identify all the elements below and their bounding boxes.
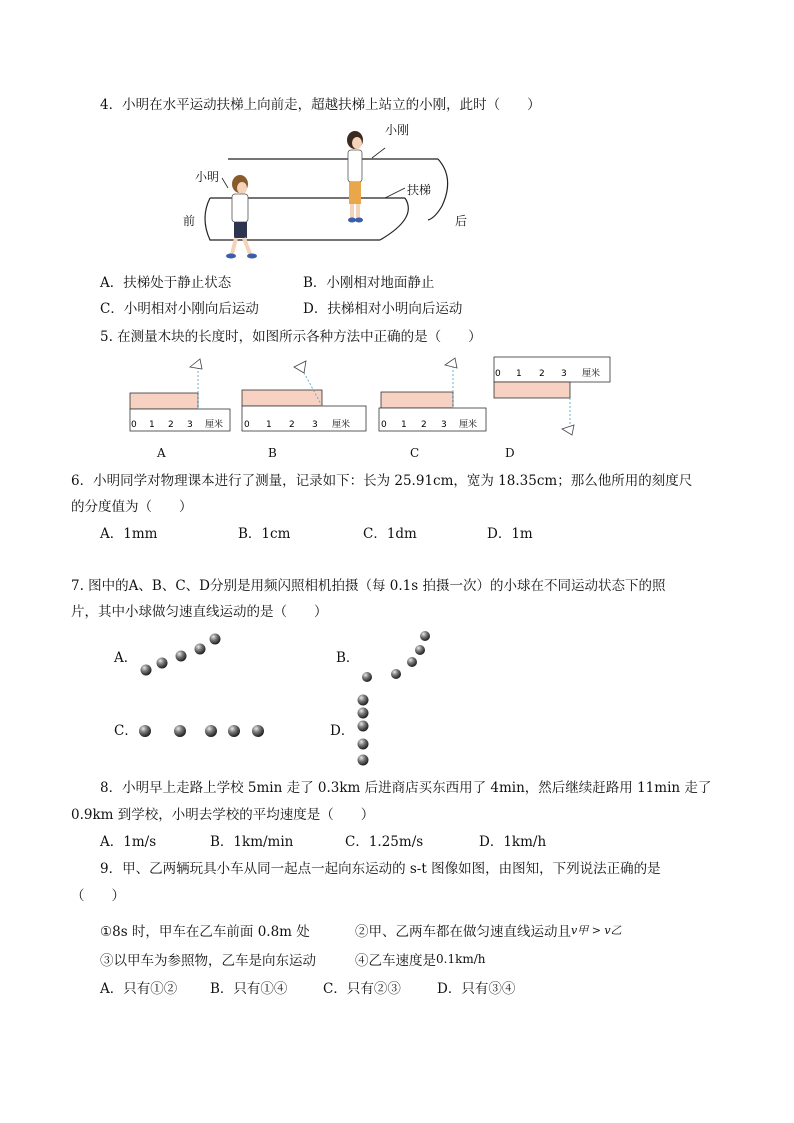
ruler-b-unit: 厘米 bbox=[332, 420, 351, 430]
q4-option-b: B．小刚相对地面静止 bbox=[303, 275, 435, 291]
ball-a5 bbox=[210, 634, 221, 645]
q7-label-a: A． bbox=[114, 650, 138, 666]
ball-a3 bbox=[176, 651, 187, 662]
label-back: 后 bbox=[455, 214, 468, 228]
ruler-b-tick-0: 0 bbox=[244, 420, 250, 430]
q9-option-d: D．只有③④ bbox=[437, 981, 516, 997]
q6-option-b: B．1cm bbox=[238, 526, 291, 542]
label-xiaogang: 小刚 bbox=[385, 123, 410, 137]
ball-b5 bbox=[420, 631, 430, 641]
q8-line2: 0.9km 到学校，小明去学校的平均速度是（ ） bbox=[71, 807, 375, 823]
ruler-d-tick-0: 0 bbox=[495, 369, 501, 379]
q6-line1: 6．小明同学对物理课本进行了测量，记录如下：长为 25.91cm，宽为 18.35cm；那么他所用的刻度尺 bbox=[71, 473, 693, 489]
ball-d4 bbox=[358, 739, 369, 750]
label-front: 前 bbox=[183, 214, 196, 228]
q9-statement-4-text: ④乙车速度是 bbox=[355, 953, 436, 969]
ball-a4 bbox=[195, 644, 206, 655]
ruler-a-tick-1: 1 bbox=[149, 420, 155, 430]
q9-statement-2-text: ②甲、乙两车都在做匀速直线运动且 bbox=[355, 924, 571, 940]
q9-statement-2-formula: v甲 > v乙 bbox=[571, 924, 622, 937]
q4-option-a: A．扶梯处于静止状态 bbox=[100, 275, 232, 291]
ruler-label-a: A bbox=[157, 446, 166, 460]
ruler-c-tick-3: 3 bbox=[441, 420, 447, 430]
q8-option-b: B．1km/min bbox=[210, 834, 294, 850]
ball-d2 bbox=[358, 708, 369, 719]
ruler-b-tick-2: 2 bbox=[289, 420, 295, 430]
ruler-a-tick-0: 0 bbox=[131, 420, 137, 430]
q4-option-d: D．扶梯相对小明向后运动 bbox=[303, 301, 463, 317]
q9-line2: （ ） bbox=[71, 888, 125, 904]
q9-statement-4-value: 0.1km/h bbox=[436, 952, 486, 966]
q4-option-c: C．小明相对小刚向后运动 bbox=[100, 301, 259, 317]
ball-a2 bbox=[157, 658, 168, 669]
ball-a1 bbox=[141, 665, 152, 676]
q4-stem: 4．小明在水平运动扶梯上向前走，超越扶梯上站立的小刚，此时（ ） bbox=[100, 97, 541, 113]
q7-label-d: D． bbox=[330, 723, 355, 739]
ruler-label-b: B bbox=[268, 446, 277, 460]
q8-option-c: C．1.25m/s bbox=[345, 834, 424, 850]
q9-option-c: C．只有②③ bbox=[323, 981, 401, 997]
ruler-b-tick-1: 1 bbox=[266, 420, 272, 430]
ruler-c-unit: 厘米 bbox=[459, 420, 478, 430]
ball-c2 bbox=[174, 725, 186, 737]
ball-b3 bbox=[407, 657, 417, 667]
q8-option-a: A．1m/s bbox=[100, 834, 157, 850]
ruler-label-d: D bbox=[505, 446, 515, 460]
q9-statement-2 bbox=[355, 922, 622, 943]
ruler-b-tick-3: 3 bbox=[312, 420, 318, 430]
q6-line2: 的分度值为（ ） bbox=[71, 499, 193, 515]
q6-option-c: C．1dm bbox=[363, 526, 417, 542]
ruler-d-tick-3: 3 bbox=[561, 369, 567, 379]
q7-label-c: C． bbox=[114, 723, 138, 739]
ruler-a-unit: 厘米 bbox=[205, 420, 224, 430]
ball-d5 bbox=[358, 755, 369, 766]
q7-line2: 片，其中小球做匀速直线运动的是（ ） bbox=[71, 604, 328, 620]
ball-c4 bbox=[228, 725, 240, 737]
ruler-d-tick-1: 1 bbox=[516, 369, 522, 379]
q6-option-d: D．1m bbox=[487, 526, 533, 542]
ruler-d-unit: 厘米 bbox=[582, 369, 601, 379]
label-xiaoming: 小明 bbox=[195, 170, 220, 184]
ruler-a-tick-2: 2 bbox=[168, 420, 174, 430]
ball-c3 bbox=[205, 725, 217, 737]
ruler-c-tick-1: 1 bbox=[401, 420, 407, 430]
ruler-d-tick-2: 2 bbox=[539, 369, 545, 379]
q8-line1: 8．小明早上走路上学校 5min 走了 0.3km 后进商店买东西用了 4min，然后继续赶路用 11min 走了 bbox=[100, 780, 712, 796]
ball-b2 bbox=[391, 669, 401, 679]
q7-label-b: B． bbox=[336, 650, 360, 666]
ball-c5 bbox=[252, 725, 264, 737]
ruler-c-tick-0: 0 bbox=[381, 420, 387, 430]
q9-statement-4 bbox=[355, 951, 486, 971]
ball-d1 bbox=[358, 695, 369, 706]
ball-b1 bbox=[362, 672, 372, 682]
ruler-c-tick-2: 2 bbox=[421, 420, 427, 430]
q8-option-d: D．1km/h bbox=[479, 834, 547, 850]
q9-option-a: A．只有①② bbox=[100, 981, 178, 997]
q6-option-a: A．1mm bbox=[100, 526, 158, 542]
ball-b4 bbox=[415, 645, 425, 655]
ball-c1 bbox=[139, 725, 151, 737]
q9-statement-1: ①8s 时，甲车在乙车前面 0.8m 处 bbox=[100, 924, 310, 940]
q9-statement-3: ③以甲车为参照物，乙车是向东运动 bbox=[100, 953, 316, 969]
ruler-label-c: C bbox=[410, 446, 420, 460]
q9-option-b: B．只有①④ bbox=[210, 981, 288, 997]
ball-d3 bbox=[358, 721, 369, 732]
label-escalator: 扶梯 bbox=[407, 183, 432, 197]
q5-stem: 5. 在测量木块的长度时，如图所示各种方法中正确的是（ ） bbox=[100, 329, 482, 345]
ruler-a-tick-3: 3 bbox=[187, 420, 193, 430]
q7-line1: 7. 图中的A、B、C、D分别是用频闪照相机拍摄（每 0.1s 拍摄一次）的小球在不同运动状态下的照 bbox=[71, 578, 666, 594]
q9-line1: 9．甲、乙两辆玩具小车从同一起点一起向东运动的 s-t 图像如图，由图知，下列说法正确的是 bbox=[100, 861, 661, 877]
